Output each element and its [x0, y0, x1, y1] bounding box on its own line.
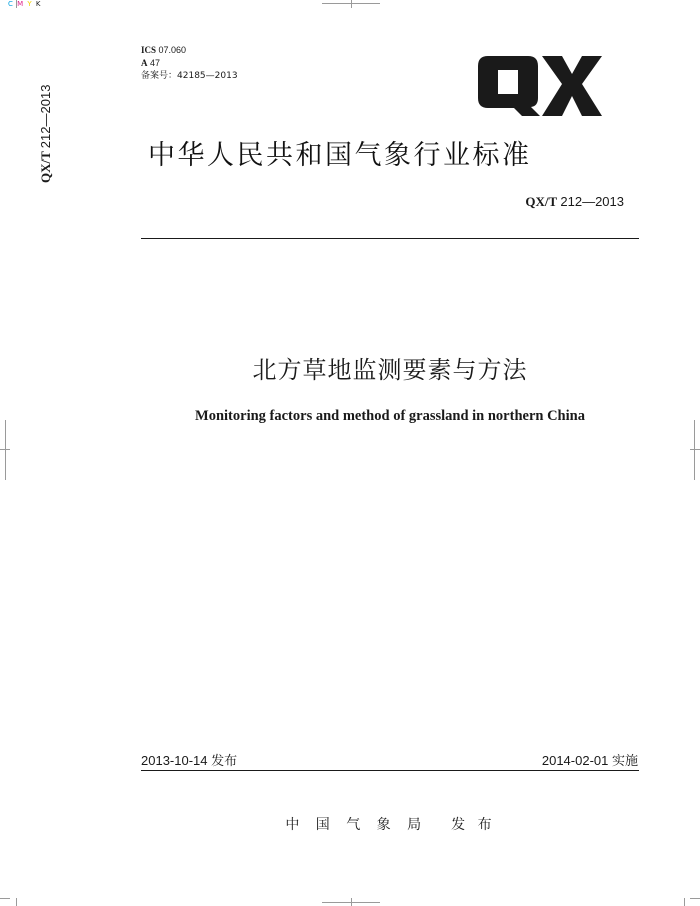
- ccs-line: [141, 57, 238, 70]
- document-title-cn: 北方草地监测要素与方法: [252, 356, 528, 384]
- crop-mark: [690, 898, 700, 899]
- cmyk-y: Y: [27, 0, 33, 8]
- header-divider: [141, 238, 639, 239]
- issuer-action: 发 布: [451, 817, 496, 833]
- ccs-label: A: [141, 58, 148, 68]
- record-value: 42185—2013: [177, 71, 238, 81]
- effective-date-value: 2014-02-01: [541, 753, 609, 768]
- standard-category-title: 中华人民共和国气象行业标准: [148, 140, 532, 171]
- publish-date: [141, 750, 237, 769]
- crop-mark: [0, 898, 10, 899]
- effective-date: [542, 750, 638, 769]
- publish-date-value: 2013-10-14: [141, 753, 208, 768]
- crop-mark: [690, 449, 700, 450]
- qx-logo: [478, 54, 602, 118]
- issuer-name: 中 国 气 象 局: [285, 817, 428, 833]
- footer-divider: [141, 770, 639, 771]
- publish-label: 发布: [211, 754, 238, 769]
- cmyk-k: K: [35, 0, 42, 8]
- crop-mark: [694, 420, 695, 480]
- record-line: [141, 70, 238, 83]
- crop-mark: [5, 420, 6, 480]
- record-label: 备案号：: [141, 71, 178, 81]
- crop-mark: [684, 898, 685, 906]
- document-title-en: Monitoring factors and method of grassland in northern China: [195, 408, 585, 424]
- qx-logo-icon: [478, 54, 602, 118]
- code-number: 212—2013: [560, 194, 624, 209]
- classification-block: [141, 44, 238, 83]
- issuer-line: [0, 798, 700, 834]
- crop-mark: [351, 898, 352, 906]
- spine-code-prefix: QX/T: [38, 151, 53, 183]
- ics-line: [141, 44, 238, 57]
- spine-standard-code: [38, 84, 54, 183]
- cmyk-color-bar: [8, 0, 42, 8]
- cmyk-c: C: [8, 0, 14, 8]
- crop-mark: [351, 0, 352, 8]
- cmyk-m: M: [17, 0, 25, 8]
- effective-label: 实施: [611, 754, 638, 769]
- ics-value: 07.060: [158, 45, 187, 55]
- crop-mark: [16, 0, 17, 8]
- ccs-value: 47: [150, 58, 161, 68]
- standard-code: [525, 194, 624, 210]
- spine-code-number: 212—2013: [38, 84, 53, 149]
- crop-mark: [16, 898, 17, 906]
- code-prefix: QX/T: [525, 194, 558, 209]
- ics-label: ICS: [141, 45, 157, 55]
